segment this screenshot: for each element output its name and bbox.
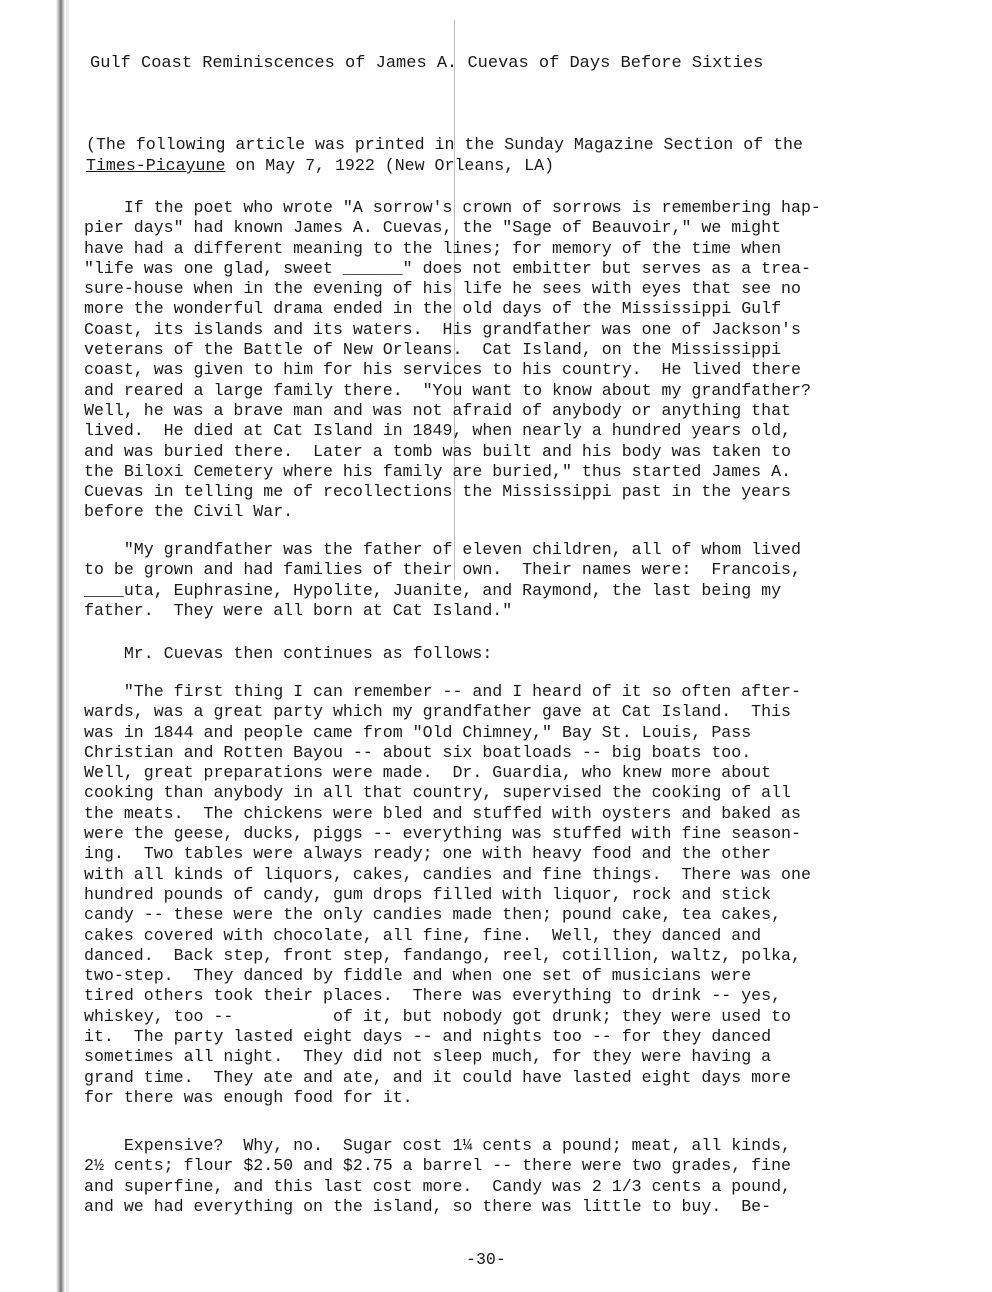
paragraph-line: ing. Two tables were always ready; one with heavy food and the other [84,844,772,864]
intro-note [86,134,966,176]
binding-shadow [66,0,69,1292]
paragraph-line: Mr. Cuevas then continues as follows: [84,644,493,663]
paragraph-line: tired others took their places. There was everything to drink -- yes, [84,986,782,1006]
paragraph-line: was in 1844 and people came from "Old Chimney," Bay St. Louis, Pass [84,722,752,742]
paragraph-line: "My grandfather was the father of eleven children, all of whom lived [84,540,801,559]
paragraph-line: for there was enough food for it. [84,1087,413,1107]
page-number: -30- [466,1250,506,1269]
paragraph-line: Cuevas in telling me of recollections the Mississippi past in the years [84,482,792,502]
paragraph-line: cooking than anybody in all that country, supervised the cooking of all [84,783,792,803]
paragraph-line: and was buried there. Later a tomb was built and his body was taken to [84,441,792,461]
paragraph-line: hundred pounds of candy, gum drops filled with liquor, rock and stick [84,884,772,904]
paragraph-line: father. They were all born at Cat Island." [84,600,513,620]
paragraph-line: sometimes all night. They did not sleep much, for they were having a [84,1047,772,1067]
paragraph-1 [84,198,984,523]
paragraph-line: before the Civil War. [84,502,294,522]
newspaper-name: Times-Picayune [86,156,226,175]
paragraph-2 [84,540,984,621]
paragraph-line: 2½ cents; flour $2.50 and $2.75 a barrel -- there were two grades, fine [84,1156,792,1176]
paragraph-line: and reared a large family there. "You want to know about my grandfather? [84,380,811,400]
paragraph-4 [84,682,984,1108]
paragraph-line: grand time. They ate and ate, and it could have lasted eight days more [84,1067,792,1087]
intro-date: on May 7, 1922 (New Orleans, LA) [225,156,555,175]
paragraph-line: "The first thing I can remember -- and I heard of it so often after- [84,682,801,701]
binding-edge [56,0,65,1292]
paragraph-line: Well, great preparations were made. Dr. Guardia, who knew more about [84,763,772,783]
paragraph-line: ____uta, Euphrasine, Hypolite, Juanite, and Raymond, the last being my [84,580,782,600]
paragraph-line: sure-house when in the evening of his life he sees with eyes that see no [84,279,801,299]
paragraph-line: the Biloxi Cemetery where his family are buried," thus started James A. [84,461,792,481]
paragraph-line: Well, he was a brave man and was not afraid of anybody or anything that [84,400,792,420]
paragraph-line: Expensive? Why, no. Sugar cost 1¼ cents a pound; meat, all kinds, [84,1136,792,1155]
paragraph-line: the meats. The chickens were bled and stuffed with oysters and baked as [84,803,801,823]
paragraph-line: have had a different meaning to the lines; for memory of the time when [84,238,782,258]
paragraph-line: with all kinds of liquors, cakes, candies and fine things. There was one [84,864,811,884]
paragraph-line: and superfine, and this last cost more. Candy was 2 1/3 cents a pound, [84,1176,792,1196]
paragraph-line: lived. He died at Cat Island in 1849, when nearly a hundred years old, [84,421,792,441]
paragraph-line: "life was one glad, sweet ______" does not embitter but serves as a trea- [84,258,811,278]
paragraph-line: coast, was given to him for his services to his country. He lived there [84,360,801,380]
paragraph-line: candy -- these were the only candies made then; pound cake, tea cakes, [84,905,782,925]
paragraph-line: were the geese, ducks, piggs -- everything was stuffed with fine season- [84,824,801,844]
paragraph-line: If the poet who wrote "A sorrow's crown of sorrows is remembering hap- [84,198,821,217]
paragraph-line: wards, was a great party which my grandfather gave at Cat Island. This [84,702,792,722]
paragraph-line: Coast, its islands and its waters. His grandfather was one of Jackson's [84,319,801,339]
paragraph-line: whiskey, too -- of it, but nobody got drunk; they were used to [84,1006,792,1026]
paragraph-line: veterans of the Battle of New Orleans. Cat Island, on the Mississippi [84,340,782,360]
paragraph-line: cakes covered with chocolate, all fine, fine. Well, they danced and [84,925,762,945]
paragraph-line: Christian and Rotten Bayou -- about six boatloads -- big boats too. [84,742,752,762]
paragraph-line: to be grown and had families of their own. Their names were: Francois, [84,560,801,580]
intro-line-2 [86,155,966,176]
paragraph-3 [84,644,984,664]
paragraph-5 [84,1136,984,1217]
paragraph-line: it. The party lasted eight days -- and nights too -- for they danced [84,1027,772,1047]
paragraph-line: pier days" had known James A. Cuevas, the "Sage of Beauvoir," we might [84,218,782,238]
paragraph-line: danced. Back step, front step, fandango, reel, cotillion, waltz, polka, [84,945,801,965]
paragraph-line: and we had everything on the island, so there was little to buy. Be- [84,1196,772,1216]
paragraph-line: more the wonderful drama ended in the old days of the Mississippi Gulf [84,299,782,319]
paragraph-line: two-step. They danced by fiddle and when one set of musicians were [84,966,752,986]
intro-line-1: (The following article was printed in the Sunday Magazine Section of the [86,135,803,154]
document-title: Gulf Coast Reminiscences of James A. Cuevas of Days Before Sixties [90,54,764,73]
